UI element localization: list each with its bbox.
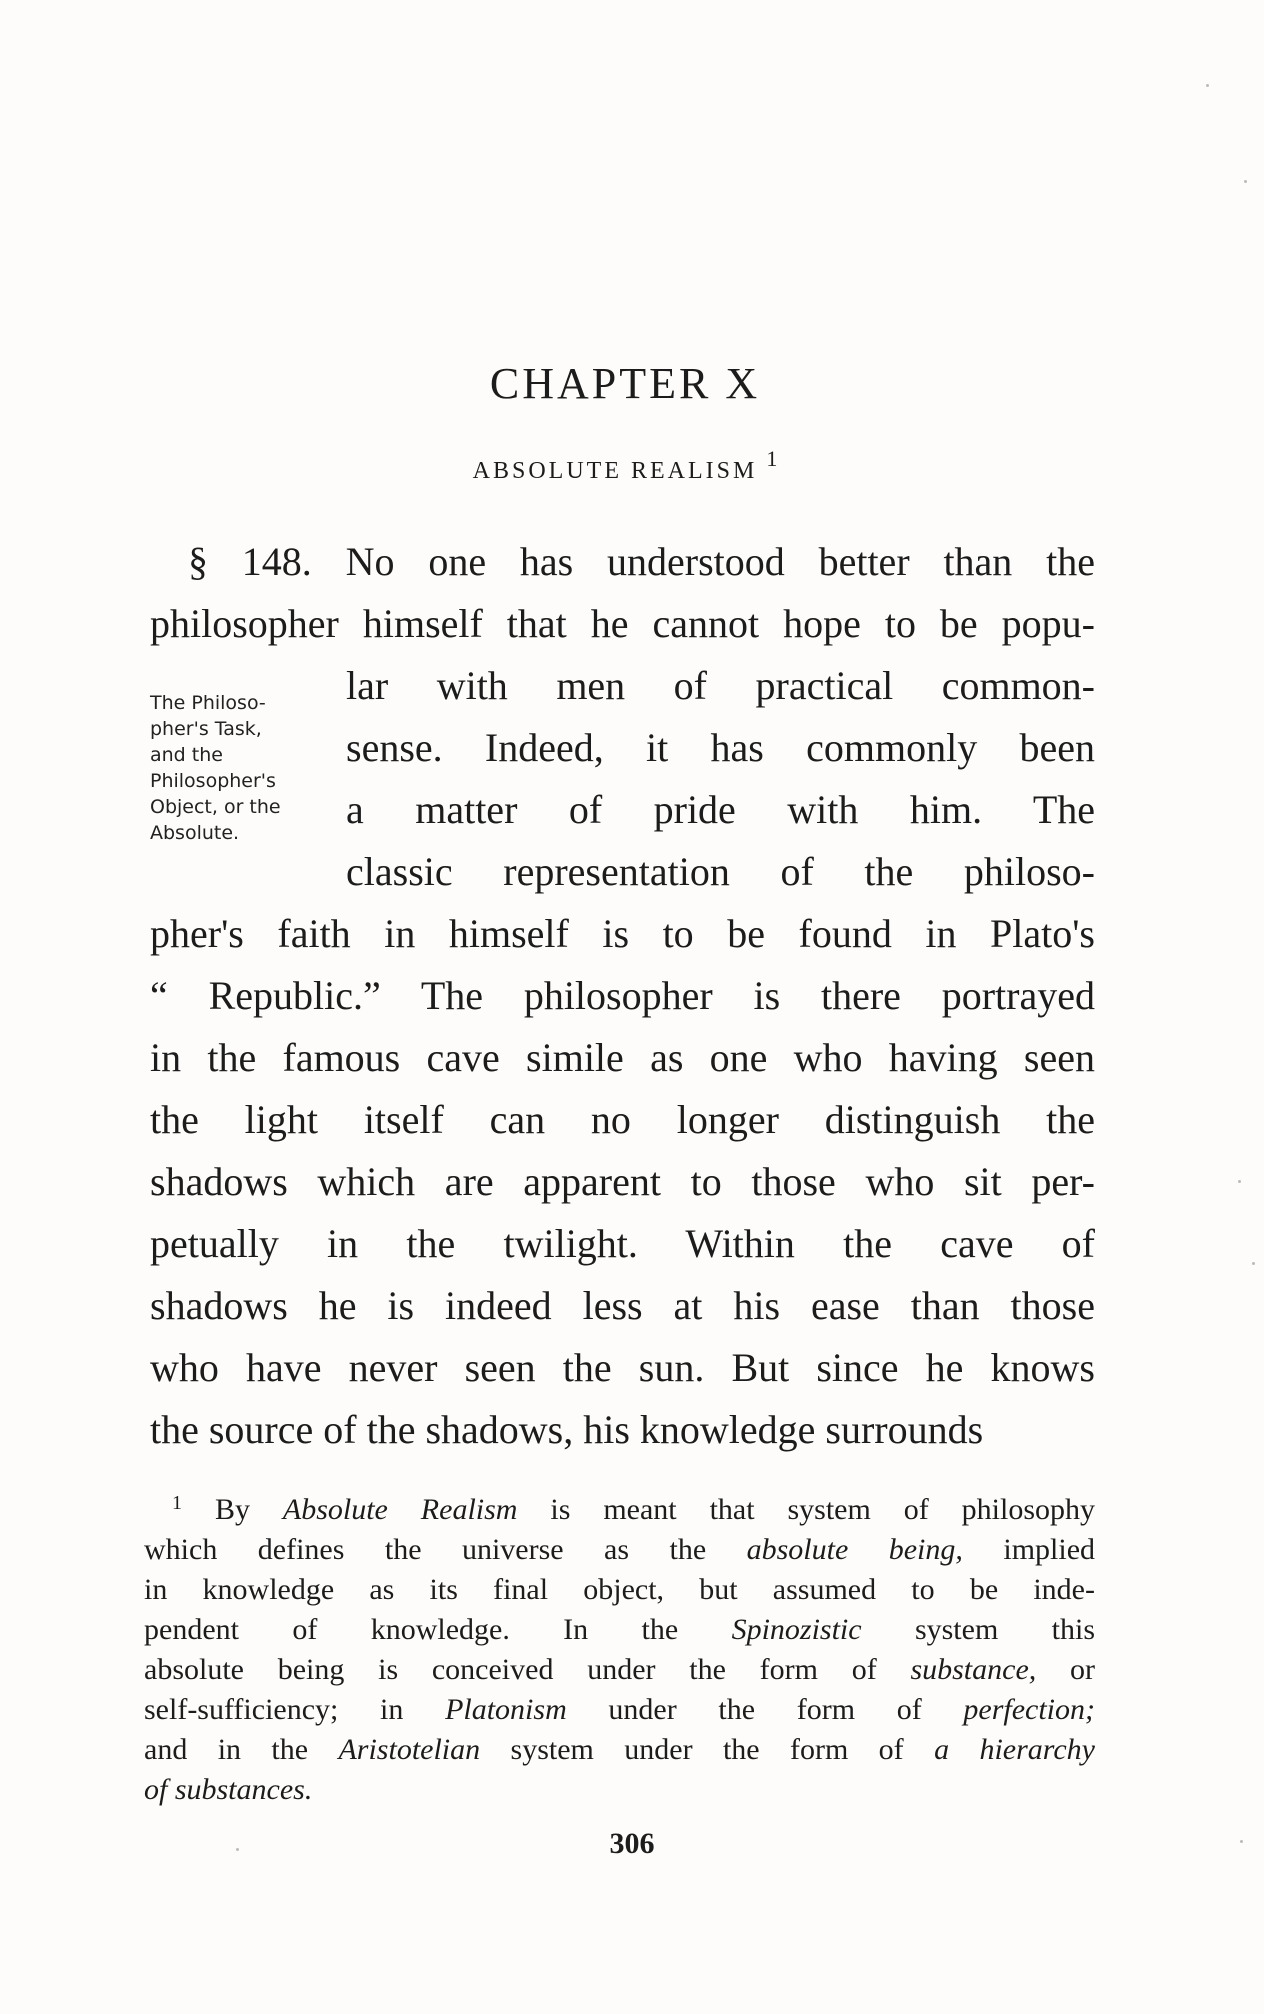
body-line: § 148. No one has understood better than the (188, 539, 1095, 584)
footnote-line (144, 1570, 1095, 1610)
footnote-marker: 1 (172, 1492, 182, 1514)
sidenote-line: The Philoso- (150, 692, 266, 714)
footnote-line (144, 1610, 1095, 1650)
footnote-italic-text: perfection; (963, 1693, 1095, 1726)
sidenote-line: pher's Task, (150, 718, 262, 740)
footnote-italic-text: absolute being, (746, 1533, 963, 1566)
footnote-text: implied (962, 1533, 1096, 1566)
footnote-italic-text: Absolute Realism (282, 1493, 518, 1526)
page-number: 306 (609, 1827, 655, 1860)
body-line: shadows which are apparent to those who sit per- (150, 1159, 1095, 1204)
chapter-subtitle-text: ABSOLUTE REALISM (472, 458, 758, 484)
paper-speck (1240, 1840, 1243, 1843)
footnote-text: which defines the universe as the (144, 1533, 747, 1566)
sidenote-line: Philosopher's (150, 770, 276, 792)
footnote-line (144, 1690, 1095, 1730)
footnote-line (144, 1490, 1095, 1533)
sidenote-line: and the (150, 744, 223, 766)
footnote-text: system this (861, 1613, 1095, 1646)
body-line: lar with men of practical common- (346, 663, 1095, 708)
body-line: “ Republic.” The philosopher is there portrayed (150, 973, 1095, 1018)
footnote-line (144, 1530, 1095, 1570)
footnote-line (144, 1770, 1095, 1810)
footnote-italic-text: a hierarchy (934, 1733, 1095, 1766)
body-line: the light itself can no longer distinguish the (150, 1097, 1095, 1142)
footnote-italic-text: Platonism (445, 1693, 567, 1726)
chapter-subtitle (0, 446, 1250, 485)
paper-speck (1244, 180, 1247, 183)
sidenote-line: Absolute. (150, 822, 240, 844)
body-line: sense. Indeed, it has commonly been (346, 725, 1095, 770)
footnote-text: pendent of knowledge. In the (144, 1613, 732, 1646)
footnote-line (144, 1730, 1095, 1770)
footnote-text: under the form of (566, 1693, 964, 1726)
body-line: a matter of pride with him. The (346, 787, 1095, 832)
footnote-text: system under the form of (480, 1733, 935, 1766)
margin-sidenote (150, 690, 330, 846)
footnote-text: absolute being is conceived under the form of (144, 1653, 911, 1686)
footnote-text: and in the (144, 1733, 339, 1766)
footnote-text: By (214, 1493, 283, 1526)
body-line: who have never seen the sun. But since he knows (150, 1345, 1095, 1390)
body-line: classic representation of the philoso- (346, 849, 1095, 894)
paper-speck (1252, 1262, 1255, 1265)
chapter-title: CHAPTER X (489, 359, 761, 408)
body-line: shadows he is indeed less at his ease than those (150, 1283, 1095, 1328)
footnote-italic-text: of substances. (144, 1773, 313, 1806)
footnote-italic-text: substance, (910, 1653, 1037, 1686)
footnote-text: is meant that system of philosophy (517, 1493, 1096, 1526)
footnote-text: in knowledge as its final object, but assumed to be inde- (144, 1573, 1095, 1606)
body-line: the source of the shadows, his knowledge surrounds (150, 1407, 984, 1452)
footnote-text: self-sufficiency; in (144, 1693, 446, 1726)
footnote-italic-text: Spinozistic (731, 1613, 862, 1646)
footnote-text: or (1036, 1653, 1095, 1686)
body-line: philosopher himself that he cannot hope to be popu- (150, 601, 1095, 646)
sidenote-line: Object, or the (150, 796, 281, 818)
body-line: pher's faith in himself is to be found in Plato's (150, 911, 1095, 956)
body-line: in the famous cave simile as one who having seen (150, 1035, 1095, 1080)
paper-speck (1238, 1180, 1241, 1183)
footnote-line (144, 1650, 1095, 1690)
footnote-reference: 1 (766, 446, 778, 471)
paper-speck (236, 1848, 239, 1851)
paper-speck (1206, 84, 1209, 87)
body-line: petually in the twilight. Within the cave of (150, 1221, 1095, 1266)
footnote-italic-text: Aristotelian (338, 1733, 481, 1766)
